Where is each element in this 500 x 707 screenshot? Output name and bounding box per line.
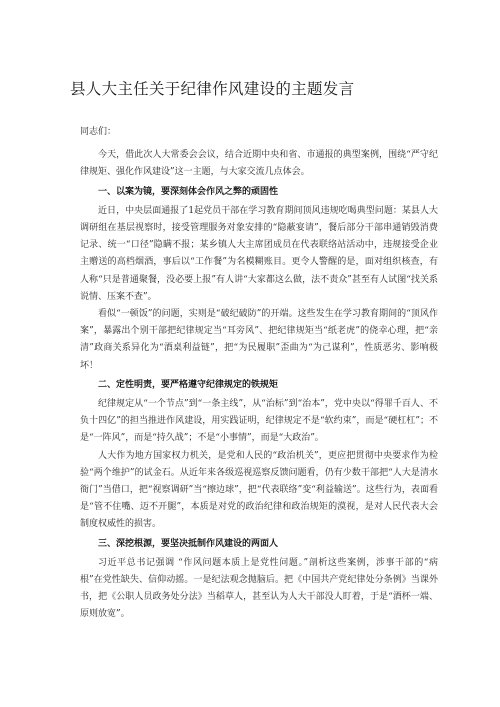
section-1-paragraph-2: 看似“一顿饭”的问题，实则是“破纪破防”的开端。这些发生在学习教育期间的“顶风作案”，暴露出个别干部把纪律规定当“耳旁风”、把纪律规矩当“纸老虎”的侥幸心理，把“亲清”政商关系异化为“酒桌利益链”，把“为民履职”歪曲为“为己谋利”，性质恶劣、影响极坏！ (80, 309, 438, 371)
section-2-paragraph-1: 纪律规定从“一个节点”到“一条主线”，从“治标”到“治本”，党中央以“得罪千百人、不负十四亿”的担当推进作风建设，用实践证明，纪律规定不是“软约束”，而是“硬杠杠”；不是“一阵风”，而是“持久战”；不是“小事情”，而是“大政治”。 (80, 399, 438, 444)
section-heading-1: 一、以案为镜，要深刻体会作风之弊的顽固性 (98, 186, 279, 197)
section-heading-2: 二、定性明责，要严格遵守纪律规定的铁规矩 (98, 379, 279, 390)
section-heading-3: 三、深挖根源，要坚决抵制作风建设的两面人 (98, 538, 279, 549)
section-3-paragraph-1: 习近平总书记强调 “作风问题本质上是党性问题。”剖析这些案例，涉事干部的“病根”在党性缺失、信仰动摇。一是纪法观念抛脑后。把《中国共产党纪律处分条例》当课外书，把《公职人员政务处分法》当稻草人，甚至认为人大干部没人盯着，于是“酒杯一端、原则放宽”。 (80, 557, 438, 620)
page-title: 县人大主任关于纪律作风建设的主题发言 (70, 80, 355, 98)
document-body (80, 124, 438, 624)
salutation: 同志们： (80, 127, 117, 137)
section-2-paragraph-2: 人大作为地方国家权力机关，是党和人民的“政治机关”，更应把贯彻中央要求作为检验“两个维护”的试金石。从近年来各级巡视巡察反馈问题看，仍有少数干部把“人大是清水衙门”当借口，把“视察调研”当“擦边球”，把“代表联络”变“利益输送”。这些行为，表面看是“管不住嘴、迈不开腿”，本质是对党的政治纪律和政治规矩的漠视，是对人民代表大会制度权威性的损害。 (80, 450, 438, 530)
intro-paragraph: 今天，借此次人大常委会会议，结合近期中央和省、市通报的典型案例，围绕“严守纪律规矩、强化作风建设”这一主题，与大家交流几点体会。 (80, 150, 438, 178)
section-1-paragraph-1: 近日，中央层面通报了1起党员干部在学习教育期间顶风违规吃喝典型问题：某县人大调研组在基层视察时，接受管理服务对象安排的“隐蔽宴请”，餐后部分干部串通销毁消费记录、统一“口径”隐瞒不报；某乡镇人大主席团成员在代表联络站活动中，违规接受企业主赠送的高档烟酒，事后以“工作餐”为名模糊账目。更令人警醒的是，面对组织核查，有人称“只是普通聚餐，没必要上报”有人讲“大家都这么做，法不责众”甚至有人试图“找关系说情、压案不查”。 (80, 205, 438, 302)
